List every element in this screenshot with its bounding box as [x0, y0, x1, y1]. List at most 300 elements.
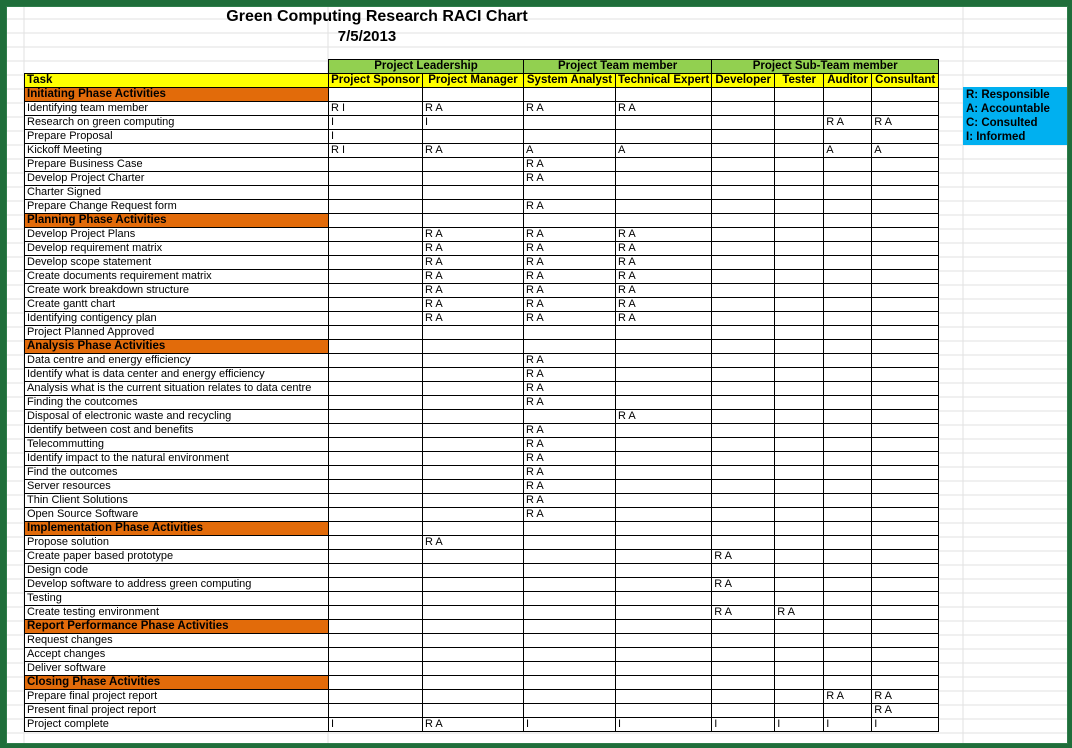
task-name: Prepare Business Case [25, 158, 329, 172]
raci-cell: R A [775, 606, 824, 620]
table-row [25, 648, 939, 662]
table-row [25, 662, 939, 676]
raci-cell [775, 382, 824, 396]
raci-cell [616, 578, 712, 592]
raci-cell [423, 662, 524, 676]
raci-cell [329, 382, 423, 396]
empty-cell [712, 620, 775, 634]
raci-cell [329, 228, 423, 242]
table-row [25, 200, 939, 214]
raci-cell [824, 382, 872, 396]
raci-cell [775, 508, 824, 522]
raci-cell: R A [616, 270, 712, 284]
phase-title: Analysis Phase Activities [25, 340, 329, 354]
table-row [25, 424, 939, 438]
raci-cell [824, 228, 872, 242]
raci-cell [712, 704, 775, 718]
empty-cell [872, 676, 939, 690]
raci-cell [824, 396, 872, 410]
table-row [25, 326, 939, 340]
raci-cell [712, 270, 775, 284]
raci-cell [712, 438, 775, 452]
table-row [25, 410, 939, 424]
raci-cell [775, 186, 824, 200]
raci-cell [329, 396, 423, 410]
raci-cell [524, 116, 616, 130]
raci-cell [423, 326, 524, 340]
raci-cell: R A [423, 312, 524, 326]
task-name: Create gantt chart [25, 298, 329, 312]
raci-cell [775, 354, 824, 368]
table-row [25, 186, 939, 200]
raci-cell: R A [616, 256, 712, 270]
empty-cell [775, 676, 824, 690]
raci-cell [329, 410, 423, 424]
task-name: Finding the coutcomes [25, 396, 329, 410]
raci-cell [524, 662, 616, 676]
raci-cell [824, 186, 872, 200]
raci-cell: R A [524, 452, 616, 466]
empty-cell [872, 522, 939, 536]
raci-cell [712, 368, 775, 382]
table-row [25, 494, 939, 508]
raci-cell [329, 354, 423, 368]
raci-cell [775, 298, 824, 312]
raci-cell [872, 550, 939, 564]
table-row [25, 284, 939, 298]
raci-cell [775, 550, 824, 564]
table-row [25, 592, 939, 606]
raci-cell: R A [524, 256, 616, 270]
raci-cell [329, 172, 423, 186]
raci-cell [775, 242, 824, 256]
empty-cell [616, 88, 712, 102]
raci-cell [872, 452, 939, 466]
raci-cell [775, 494, 824, 508]
raci-cell [775, 270, 824, 284]
raci-cell [712, 298, 775, 312]
empty-cell [824, 88, 872, 102]
raci-cell [824, 130, 872, 144]
raci-cell: I [824, 718, 872, 732]
raci-cell [616, 116, 712, 130]
raci-cell [775, 256, 824, 270]
raci-cell [524, 648, 616, 662]
empty-cell [872, 340, 939, 354]
raci-cell [524, 578, 616, 592]
raci-cell [712, 284, 775, 298]
table-row [25, 704, 939, 718]
raci-cell [824, 102, 872, 116]
raci-cell [775, 284, 824, 298]
task-name: Open Source Software [25, 508, 329, 522]
raci-cell [329, 690, 423, 704]
empty-cell [329, 214, 423, 228]
empty-cell [329, 340, 423, 354]
raci-cell [423, 130, 524, 144]
raci-cell [329, 270, 423, 284]
raci-cell: R A [616, 242, 712, 256]
raci-cell [524, 690, 616, 704]
raci-cell [329, 536, 423, 550]
raci-cell [872, 298, 939, 312]
raci-cell [824, 270, 872, 284]
raci-cell [423, 634, 524, 648]
empty-cell [329, 620, 423, 634]
chart-date: 7/5/2013 [337, 28, 397, 45]
raci-cell [824, 172, 872, 186]
task-name: Kickoff Meeting [25, 144, 329, 158]
raci-cell [872, 270, 939, 284]
raci-cell: R A [524, 284, 616, 298]
phase-row [25, 340, 939, 354]
raci-cell [524, 186, 616, 200]
raci-cell [775, 102, 824, 116]
raci-cell: R A [524, 480, 616, 494]
empty-cell [775, 620, 824, 634]
raci-cell [616, 480, 712, 494]
empty-cell [423, 88, 524, 102]
raci-cell: R A [524, 102, 616, 116]
raci-cell [423, 354, 524, 368]
task-name: Project Planned Approved [25, 326, 329, 340]
raci-cell [524, 592, 616, 606]
raci-cell [775, 130, 824, 144]
raci-cell [712, 634, 775, 648]
task-name: Identify what is data center and energy efficiency [25, 368, 329, 382]
legend-item: A: Accountable [966, 103, 1050, 115]
empty-cell [824, 676, 872, 690]
task-name: Create paper based prototype [25, 550, 329, 564]
raci-cell [329, 550, 423, 564]
raci-cell [712, 410, 775, 424]
raci-cell: I [775, 718, 824, 732]
raci-cell [872, 536, 939, 550]
role-header: Project Sponsor [329, 74, 423, 88]
raci-cell [775, 438, 824, 452]
raci-cell [712, 130, 775, 144]
raci-cell: R A [524, 382, 616, 396]
raci-cell [329, 298, 423, 312]
raci-cell [616, 536, 712, 550]
raci-cell: I [329, 116, 423, 130]
raci-cell [712, 186, 775, 200]
raci-cell [329, 508, 423, 522]
table-row [25, 242, 939, 256]
raci-cell [329, 326, 423, 340]
raci-cell [524, 550, 616, 564]
empty-cell [824, 522, 872, 536]
raci-cell [824, 466, 872, 480]
raci-cell [616, 704, 712, 718]
empty-cell [712, 88, 775, 102]
task-header: Task [25, 74, 329, 88]
table-row [25, 718, 939, 732]
empty-cell [775, 88, 824, 102]
task-name: Project complete [25, 718, 329, 732]
raci-cell [423, 200, 524, 214]
raci-cell: R A [524, 396, 616, 410]
raci-cell [824, 438, 872, 452]
raci-cell [423, 578, 524, 592]
raci-cell [616, 508, 712, 522]
raci-cell [329, 564, 423, 578]
raci-cell [712, 102, 775, 116]
raci-cell [824, 424, 872, 438]
raci-cell [423, 606, 524, 620]
table-row [25, 536, 939, 550]
raci-cell [775, 704, 824, 718]
table-row [25, 144, 939, 158]
raci-cell [712, 564, 775, 578]
phase-row [25, 88, 939, 102]
group-project-sub-team-member: Project Sub-Team member [712, 60, 939, 74]
raci-cell [824, 494, 872, 508]
raci-cell: R A [712, 578, 775, 592]
raci-cell [329, 578, 423, 592]
empty-cell [824, 214, 872, 228]
raci-cell [872, 606, 939, 620]
legend-item: C: Consulted [966, 117, 1038, 129]
raci-cell: R A [524, 158, 616, 172]
raci-cell [423, 494, 524, 508]
raci-cell [824, 592, 872, 606]
task-name: Create documents requirement matrix [25, 270, 329, 284]
legend-item: R: Responsible [966, 89, 1050, 101]
task-name: Propose solution [25, 536, 329, 550]
raci-cell [524, 606, 616, 620]
raci-cell [423, 186, 524, 200]
raci-cell [423, 452, 524, 466]
table-row [25, 116, 939, 130]
raci-cell [616, 438, 712, 452]
raci-cell [824, 480, 872, 494]
raci-cell: R A [524, 438, 616, 452]
phase-row [25, 522, 939, 536]
raci-cell [775, 396, 824, 410]
raci-cell [423, 564, 524, 578]
raci-cell [524, 564, 616, 578]
empty-cell [712, 214, 775, 228]
raci-cell [329, 634, 423, 648]
raci-cell [616, 634, 712, 648]
raci-cell [872, 242, 939, 256]
task-name: Design code [25, 564, 329, 578]
raci-cell [824, 452, 872, 466]
raci-cell: R A [824, 690, 872, 704]
raci-cell: R A [524, 298, 616, 312]
task-name: Develop scope statement [25, 256, 329, 270]
empty-cell [524, 522, 616, 536]
raci-cell: R A [872, 116, 939, 130]
empty-cell [872, 620, 939, 634]
raci-cell [824, 564, 872, 578]
raci-cell [872, 662, 939, 676]
raci-cell [712, 172, 775, 186]
task-name: Identifying contigency plan [25, 312, 329, 326]
raci-cell [775, 578, 824, 592]
raci-cell [616, 466, 712, 480]
raci-cell [712, 326, 775, 340]
phase-title: Report Performance Phase Activities [25, 620, 329, 634]
raci-cell [872, 354, 939, 368]
raci-cell [423, 648, 524, 662]
raci-cell: R A [524, 228, 616, 242]
raci-cell [775, 480, 824, 494]
empty-cell [524, 88, 616, 102]
empty-cell [616, 340, 712, 354]
raci-cell [872, 508, 939, 522]
raci-cell [423, 410, 524, 424]
raci-cell [775, 536, 824, 550]
empty-cell [329, 522, 423, 536]
table-row [25, 438, 939, 452]
raci-cell [872, 592, 939, 606]
empty-cell [524, 676, 616, 690]
raci-cell [824, 200, 872, 214]
table-row [25, 102, 939, 116]
raci-cell [824, 158, 872, 172]
raci-cell [775, 158, 824, 172]
raci-cell: R A [616, 410, 712, 424]
raci-cell [872, 102, 939, 116]
raci-cell: R A [616, 284, 712, 298]
raci-cell [872, 396, 939, 410]
empty-cell [775, 214, 824, 228]
group-project-team-member: Project Team member [524, 60, 712, 74]
task-name: Request changes [25, 634, 329, 648]
empty-cell [423, 340, 524, 354]
raci-cell [775, 564, 824, 578]
raci-cell: R A [423, 718, 524, 732]
raci-cell [824, 536, 872, 550]
table-row [25, 256, 939, 270]
raci-cell [775, 592, 824, 606]
role-header: Tester [775, 74, 824, 88]
raci-cell [329, 256, 423, 270]
raci-cell [824, 550, 872, 564]
raci-cell [824, 284, 872, 298]
raci-cell [872, 368, 939, 382]
role-header-row [25, 74, 939, 88]
task-name: Develop software to address green computing [25, 578, 329, 592]
raci-cell [329, 186, 423, 200]
task-name: Find the outcomes [25, 466, 329, 480]
raci-cell [712, 396, 775, 410]
raci-cell [712, 662, 775, 676]
raci-cell [872, 284, 939, 298]
raci-cell: R A [524, 242, 616, 256]
raci-cell: R A [616, 312, 712, 326]
phase-row [25, 620, 939, 634]
table-row [25, 270, 939, 284]
empty-cell [423, 214, 524, 228]
raci-cell [872, 158, 939, 172]
empty-cell [872, 214, 939, 228]
raci-cell: I [712, 718, 775, 732]
role-header: Technical Expert [616, 74, 712, 88]
raci-cell [872, 480, 939, 494]
phase-row [25, 676, 939, 690]
task-name: Thin Client Solutions [25, 494, 329, 508]
raci-cell: R A [423, 242, 524, 256]
empty-cell [775, 522, 824, 536]
raci-cell [712, 690, 775, 704]
raci-cell [824, 312, 872, 326]
raci-cell [329, 284, 423, 298]
raci-cell [616, 200, 712, 214]
raci-cell [775, 648, 824, 662]
raci-cell [712, 382, 775, 396]
raci-cell [824, 242, 872, 256]
table-row [25, 466, 939, 480]
raci-cell [872, 130, 939, 144]
raci-cell [616, 592, 712, 606]
task-name: Server resources [25, 480, 329, 494]
table-row [25, 172, 939, 186]
raci-cell [872, 648, 939, 662]
raci-cell [872, 382, 939, 396]
raci-cell [775, 228, 824, 242]
raci-cell [616, 186, 712, 200]
raci-cell [712, 144, 775, 158]
raci-cell [616, 130, 712, 144]
raci-cell [712, 228, 775, 242]
raci-cell [329, 592, 423, 606]
task-name: Deliver software [25, 662, 329, 676]
raci-cell [712, 242, 775, 256]
raci-cell: R A [423, 284, 524, 298]
raci-cell [872, 466, 939, 480]
raci-cell: R A [616, 102, 712, 116]
table-row [25, 298, 939, 312]
raci-cell [423, 480, 524, 494]
raci-cell [872, 634, 939, 648]
empty-cell [423, 676, 524, 690]
raci-cell [329, 606, 423, 620]
raci-cell [824, 508, 872, 522]
raci-cell: R A [524, 312, 616, 326]
raci-cell: R A [423, 536, 524, 550]
raci-cell: A [616, 144, 712, 158]
raci-cell: R A [423, 298, 524, 312]
raci-cell [616, 564, 712, 578]
raci-cell [712, 508, 775, 522]
raci-cell [423, 508, 524, 522]
raci-cell: R A [872, 704, 939, 718]
raci-cell [524, 130, 616, 144]
raci-cell: R A [524, 368, 616, 382]
raci-cell [775, 312, 824, 326]
raci-cell [712, 592, 775, 606]
raci-cell [712, 452, 775, 466]
raci-cell [824, 662, 872, 676]
raci-cell: R A [423, 228, 524, 242]
task-name: Prepare Change Request form [25, 200, 329, 214]
raci-cell [423, 172, 524, 186]
task-name: Prepare Proposal [25, 130, 329, 144]
phase-title: Implementation Phase Activities [25, 522, 329, 536]
raci-cell: R A [616, 228, 712, 242]
raci-cell [712, 466, 775, 480]
raci-cell [712, 312, 775, 326]
raci-cell: R A [524, 508, 616, 522]
raci-cell [329, 368, 423, 382]
raci-cell [329, 158, 423, 172]
raci-cell [329, 242, 423, 256]
raci-cell [824, 648, 872, 662]
raci-cell [423, 158, 524, 172]
